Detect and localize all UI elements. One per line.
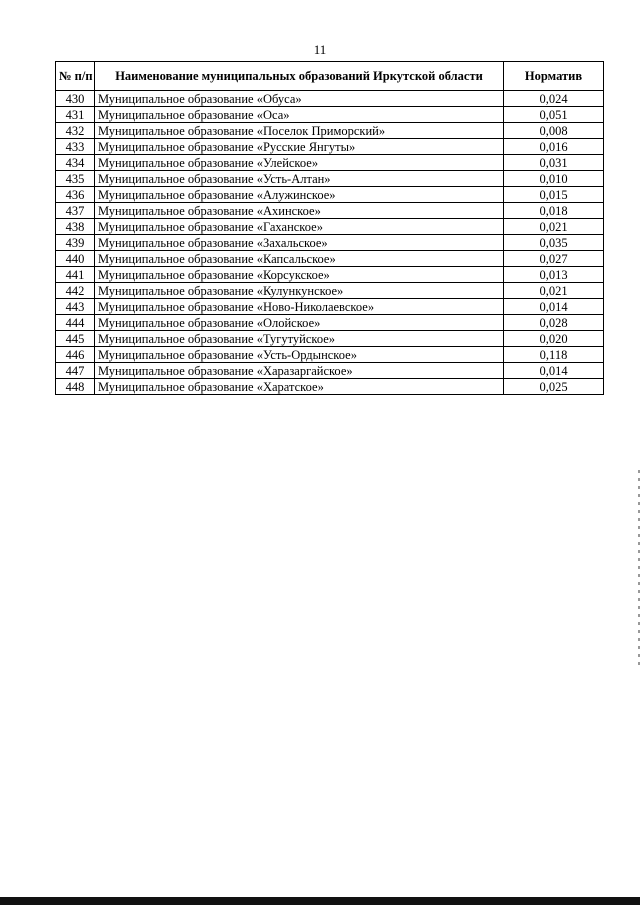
row-name: Муниципальное образование «Корсукское» bbox=[95, 267, 504, 283]
row-name: Муниципальное образование «Ново-Николаевское» bbox=[95, 299, 504, 315]
row-name: Муниципальное образование «Усть-Алтан» bbox=[95, 171, 504, 187]
row-normative: 0,016 bbox=[504, 139, 604, 155]
row-name: Муниципальное образование «Ахинское» bbox=[95, 203, 504, 219]
row-number: 435 bbox=[56, 171, 95, 187]
table-row bbox=[56, 315, 604, 331]
row-number: 441 bbox=[56, 267, 95, 283]
row-name: Муниципальное образование «Олойское» bbox=[95, 315, 504, 331]
row-normative: 0,014 bbox=[504, 299, 604, 315]
row-normative: 0,021 bbox=[504, 219, 604, 235]
row-normative: 0,014 bbox=[504, 363, 604, 379]
row-normative: 0,025 bbox=[504, 379, 604, 395]
table-row bbox=[56, 219, 604, 235]
row-normative: 0,118 bbox=[504, 347, 604, 363]
table-row bbox=[56, 235, 604, 251]
row-number: 443 bbox=[56, 299, 95, 315]
table-row bbox=[56, 171, 604, 187]
row-normative: 0,020 bbox=[504, 331, 604, 347]
row-number: 442 bbox=[56, 283, 95, 299]
row-name: Муниципальное образование «Алужинское» bbox=[95, 187, 504, 203]
row-number: 448 bbox=[56, 379, 95, 395]
row-number: 445 bbox=[56, 331, 95, 347]
row-name: Муниципальное образование «Оса» bbox=[95, 107, 504, 123]
row-number: 446 bbox=[56, 347, 95, 363]
row-number: 439 bbox=[56, 235, 95, 251]
table-row bbox=[56, 139, 604, 155]
row-normative: 0,018 bbox=[504, 203, 604, 219]
row-normative: 0,035 bbox=[504, 235, 604, 251]
row-name: Муниципальное образование «Улейское» bbox=[95, 155, 504, 171]
row-normative: 0,051 bbox=[504, 107, 604, 123]
row-name: Муниципальное образование «Усть-Ордынское» bbox=[95, 347, 504, 363]
table-body bbox=[56, 91, 604, 395]
table-row bbox=[56, 331, 604, 347]
row-name: Муниципальное образование «Поселок Приморский» bbox=[95, 123, 504, 139]
row-number: 434 bbox=[56, 155, 95, 171]
row-name: Муниципальное образование «Кулункунское» bbox=[95, 283, 504, 299]
page-number: 11 bbox=[313, 42, 327, 57]
table-row bbox=[56, 123, 604, 139]
row-number: 432 bbox=[56, 123, 95, 139]
row-name: Муниципальное образование «Тугутуйское» bbox=[95, 331, 504, 347]
table-row bbox=[56, 155, 604, 171]
header-normative: Норматив bbox=[504, 62, 604, 91]
row-number: 440 bbox=[56, 251, 95, 267]
row-normative: 0,021 bbox=[504, 283, 604, 299]
header-number: № п/п bbox=[56, 62, 95, 91]
scan-bottom-border bbox=[0, 897, 640, 905]
normative-table bbox=[55, 61, 604, 395]
table-row bbox=[56, 267, 604, 283]
row-number: 438 bbox=[56, 219, 95, 235]
row-name: Муниципальное образование «Гаханское» bbox=[95, 219, 504, 235]
row-normative: 0,031 bbox=[504, 155, 604, 171]
table-row bbox=[56, 363, 604, 379]
table-row bbox=[56, 107, 604, 123]
header-name: Наименование муниципальных образований Иркутской области bbox=[95, 62, 504, 91]
row-number: 431 bbox=[56, 107, 95, 123]
row-normative: 0,013 bbox=[504, 267, 604, 283]
row-normative: 0,010 bbox=[504, 171, 604, 187]
table-row bbox=[56, 91, 604, 107]
row-normative: 0,024 bbox=[504, 91, 604, 107]
row-name: Муниципальное образование «Харазаргайское» bbox=[95, 363, 504, 379]
row-name: Муниципальное образование «Обуса» bbox=[95, 91, 504, 107]
row-name: Муниципальное образование «Русские Янгуты» bbox=[95, 139, 504, 155]
row-name: Муниципальное образование «Захальское» bbox=[95, 235, 504, 251]
row-number: 444 bbox=[56, 315, 95, 331]
row-name: Муниципальное образование «Харатское» bbox=[95, 379, 504, 395]
table-row bbox=[56, 251, 604, 267]
table-row bbox=[56, 203, 604, 219]
table-header-row bbox=[56, 62, 604, 91]
table-row bbox=[56, 299, 604, 315]
row-number: 437 bbox=[56, 203, 95, 219]
table-row bbox=[56, 347, 604, 363]
row-number: 430 bbox=[56, 91, 95, 107]
row-name: Муниципальное образование «Капсальское» bbox=[95, 251, 504, 267]
row-normative: 0,028 bbox=[504, 315, 604, 331]
row-normative: 0,027 bbox=[504, 251, 604, 267]
row-number: 436 bbox=[56, 187, 95, 203]
row-normative: 0,015 bbox=[504, 187, 604, 203]
table-row bbox=[56, 283, 604, 299]
table-row bbox=[56, 187, 604, 203]
row-number: 433 bbox=[56, 139, 95, 155]
row-normative: 0,008 bbox=[504, 123, 604, 139]
table-row bbox=[56, 379, 604, 395]
row-number: 447 bbox=[56, 363, 95, 379]
